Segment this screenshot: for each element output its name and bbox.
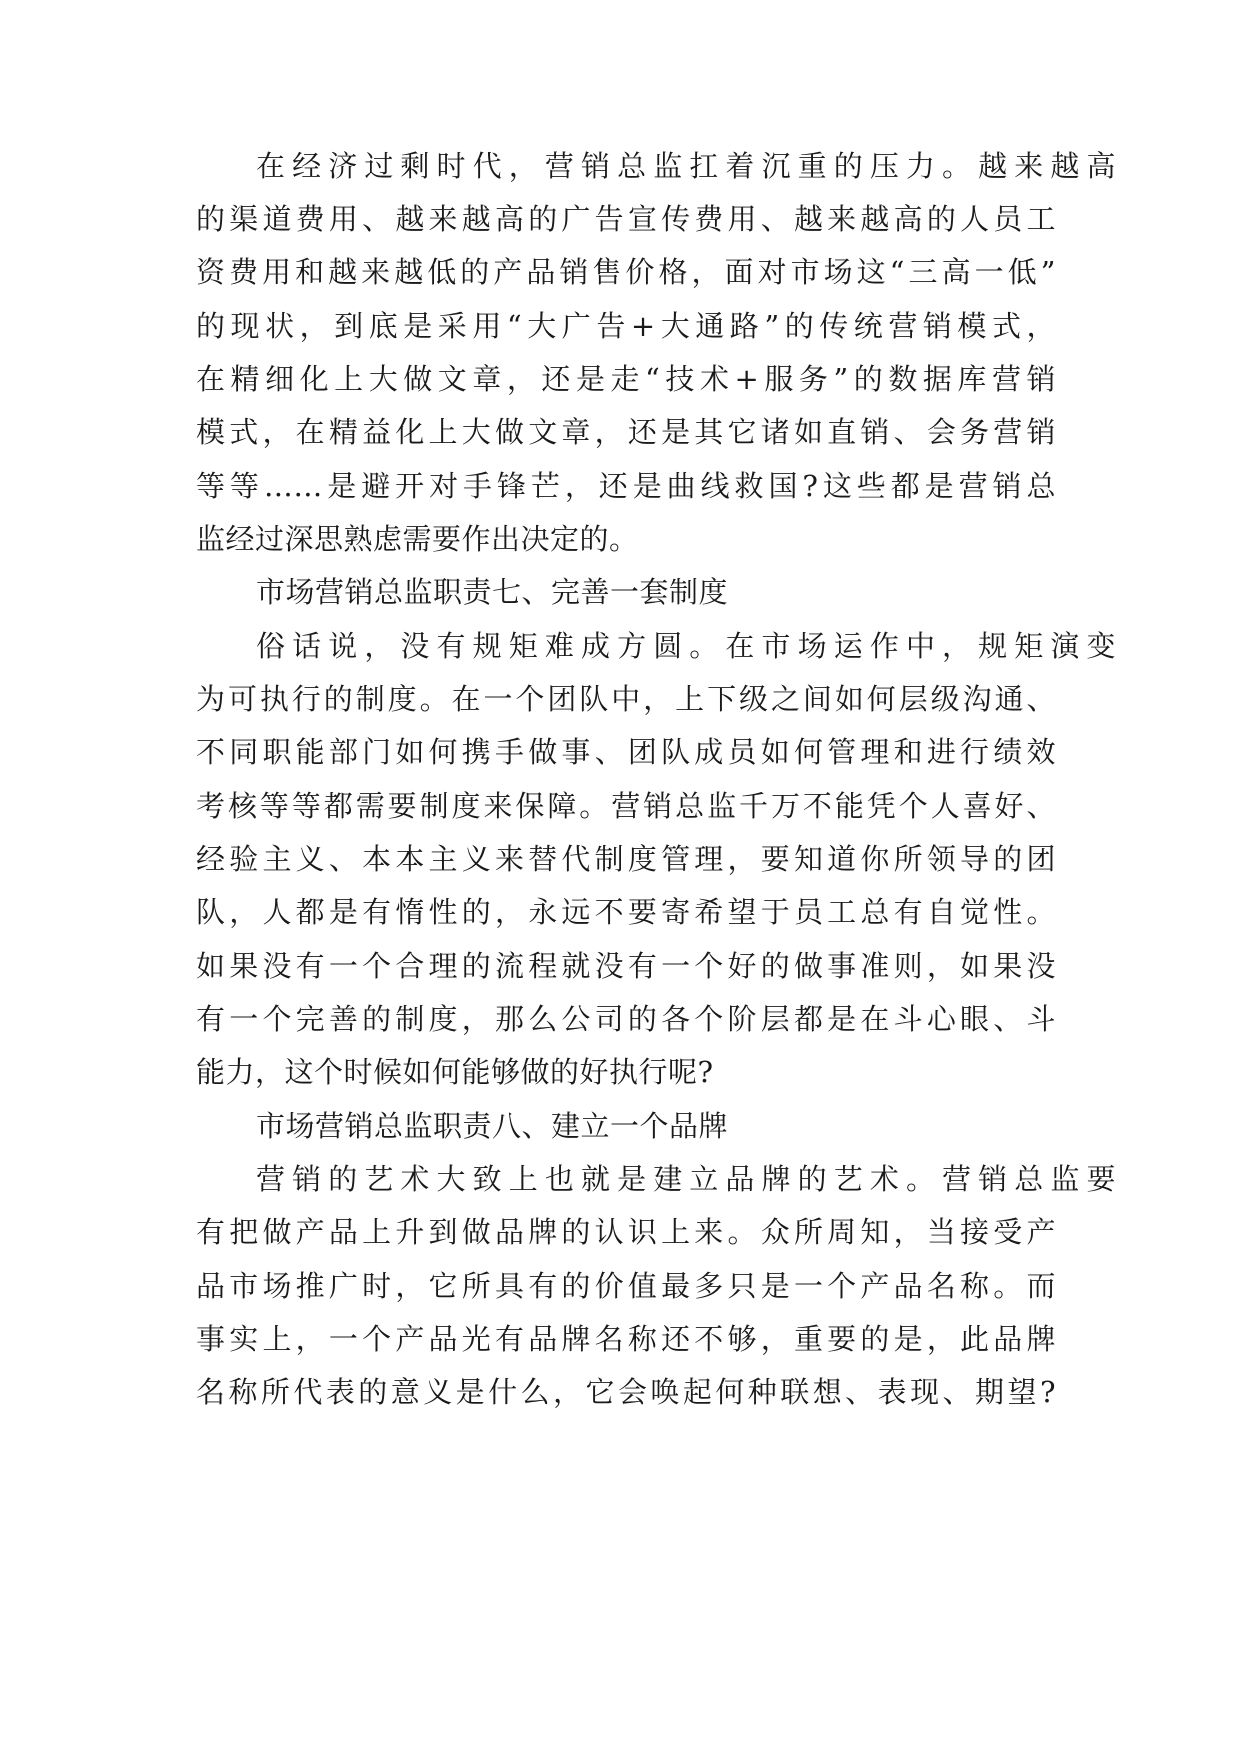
paragraph-line: 营销的艺术大致上也就是建立品牌的艺术。营销总监要 [256, 1162, 1116, 1196]
paragraph-line: 监经过深思熟虑需要作出决定的。 [196, 522, 639, 556]
paragraph-line: 俗话说，没有规矩难成方圆。在市场运作中，规矩演变 [256, 629, 1116, 663]
paragraph-line: 的渠道费用、越来越高的广告宣传费用、越来越高的人员工 [196, 202, 1056, 236]
paragraph-line: 有把做产品上升到做品牌的认识上来。众所周知，当接受产 [196, 1215, 1056, 1249]
paragraph-line: 的现状，到底是采用“大广告+大通路”的传统营销模式， [196, 309, 1056, 343]
paragraph-line: 不同职能部门如何携手做事、团队成员如何管理和进行绩效 [196, 735, 1056, 769]
paragraph-line: 考核等等都需要制度来保障。营销总监千万不能凭个人喜好、 [196, 789, 1056, 823]
paragraph-line: 等等……是避开对手锋芒，还是曲线救国?这些都是营销总 [196, 469, 1056, 503]
paragraph-line: 在经济过剩时代，营销总监扛着沉重的压力。越来越高 [256, 149, 1116, 183]
paragraph-line: 为可执行的制度。在一个团队中，上下级之间如何层级沟通、 [196, 682, 1056, 716]
paragraph-line: 事实上，一个产品光有品牌名称还不够，重要的是，此品牌 [196, 1322, 1056, 1356]
paragraph-line: 经验主义、本本主义来替代制度管理，要知道你所领导的团 [196, 842, 1056, 876]
paragraph-line: 在精细化上大做文章，还是走“技术+服务”的数据库营销 [196, 362, 1056, 396]
paragraph-line: 队，人都是有惰性的，永远不要寄希望于员工总有自觉性。 [196, 895, 1056, 929]
paragraph-line: 资费用和越来越低的产品销售价格，面对市场这“三高一低” [196, 255, 1056, 289]
paragraph-line: 如果没有一个合理的流程就没有一个好的做事准则，如果没 [196, 949, 1056, 983]
paragraph-line: 能力，这个时候如何能够做的好执行呢? [196, 1055, 714, 1089]
paragraph-line: 品市场推广时，它所具有的价值最多只是一个产品名称。而 [196, 1269, 1056, 1303]
paragraph-line: 有一个完善的制度，那么公司的各个阶层都是在斗心眼、斗 [196, 1002, 1056, 1036]
section-heading: 市场营销总监职责七、完善一套制度 [256, 575, 729, 609]
section-heading: 市场营销总监职责八、建立一个品牌 [256, 1109, 729, 1143]
paragraph-line: 名称所代表的意义是什么，它会唤起何种联想、表现、期望? [196, 1375, 1056, 1409]
paragraph-line: 模式，在精益化上大做文章，还是其它诸如直销、会务营销 [196, 415, 1056, 449]
